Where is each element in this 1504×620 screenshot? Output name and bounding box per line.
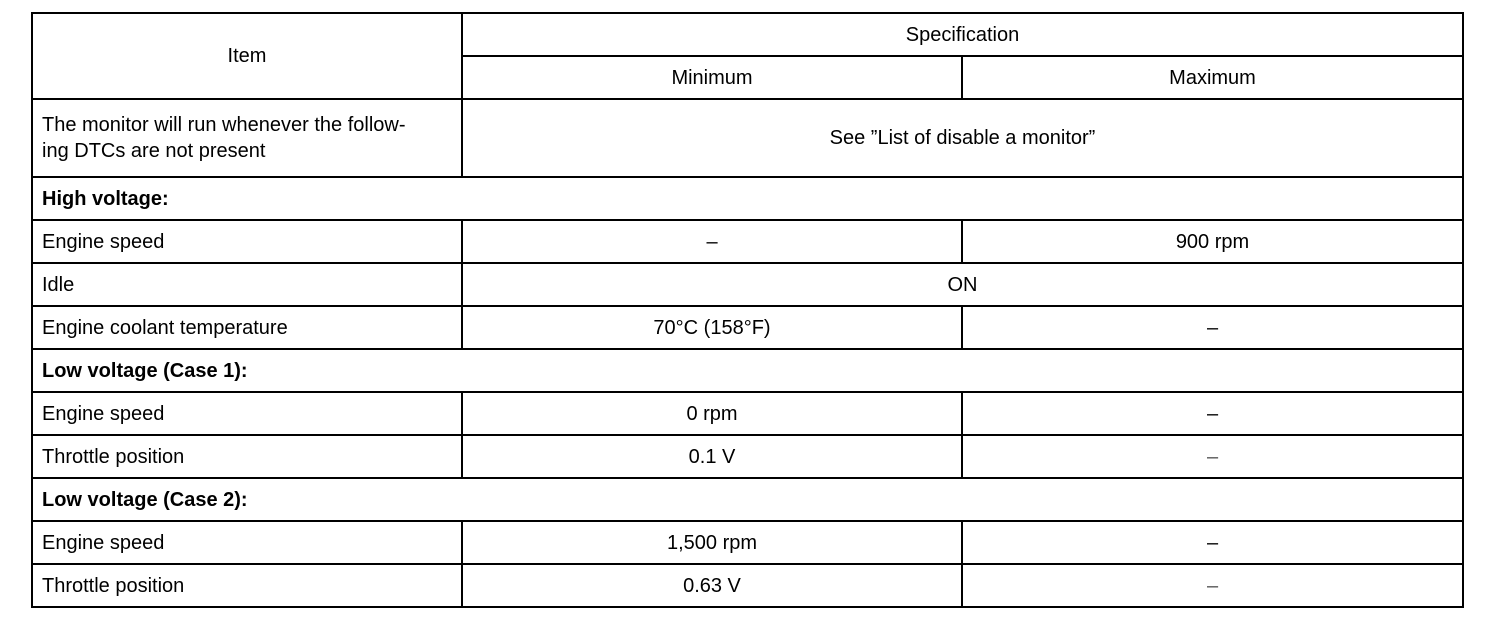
table-row xyxy=(32,220,1463,263)
row-item-line: The monitor will run whenever the follow- xyxy=(42,114,406,136)
row-min: 0 rpm xyxy=(462,392,962,435)
section-label: High voltage: xyxy=(32,177,1463,220)
table-row xyxy=(32,392,1463,435)
row-max: – xyxy=(962,392,1463,435)
row-item: Engine speed xyxy=(32,392,462,435)
header-maximum: Maximum xyxy=(962,56,1463,99)
row-item xyxy=(32,99,462,177)
row-min: 1,500 rpm xyxy=(462,521,962,564)
table-row xyxy=(32,564,1463,607)
row-min: 70°C (158°F) xyxy=(462,306,962,349)
table-row xyxy=(32,435,1463,478)
row-min: 0.63 V xyxy=(462,564,962,607)
row-min: 0.1 V xyxy=(462,435,962,478)
row-item: Throttle position xyxy=(32,435,462,478)
row-max: – xyxy=(962,521,1463,564)
row-max: – xyxy=(962,435,1463,478)
header-item: Item xyxy=(32,13,462,99)
header-row xyxy=(32,13,1463,56)
section-label: Low voltage (Case 2): xyxy=(32,478,1463,521)
row-max: – xyxy=(962,306,1463,349)
row-item: Idle xyxy=(32,263,462,306)
row-min: – xyxy=(462,220,962,263)
row-max: 900 rpm xyxy=(962,220,1463,263)
table-row xyxy=(32,306,1463,349)
section-label: Low voltage (Case 1): xyxy=(32,349,1463,392)
row-merged-value: See ”List of disable a monitor” xyxy=(462,99,1463,177)
table-row xyxy=(32,99,1463,177)
row-max: – xyxy=(962,564,1463,607)
section-row xyxy=(32,177,1463,220)
specification-table xyxy=(31,12,1464,608)
row-item: Engine speed xyxy=(32,220,462,263)
row-item-line: ing DTCs are not present xyxy=(42,140,266,162)
row-item: Engine coolant temperature xyxy=(32,306,462,349)
row-merged-value: ON xyxy=(462,263,1463,306)
section-row xyxy=(32,478,1463,521)
table-row xyxy=(32,521,1463,564)
table-row xyxy=(32,263,1463,306)
header-minimum: Minimum xyxy=(462,56,962,99)
section-row xyxy=(32,349,1463,392)
row-item: Engine speed xyxy=(32,521,462,564)
header-specification: Specification xyxy=(462,13,1463,56)
row-item: Throttle position xyxy=(32,564,462,607)
